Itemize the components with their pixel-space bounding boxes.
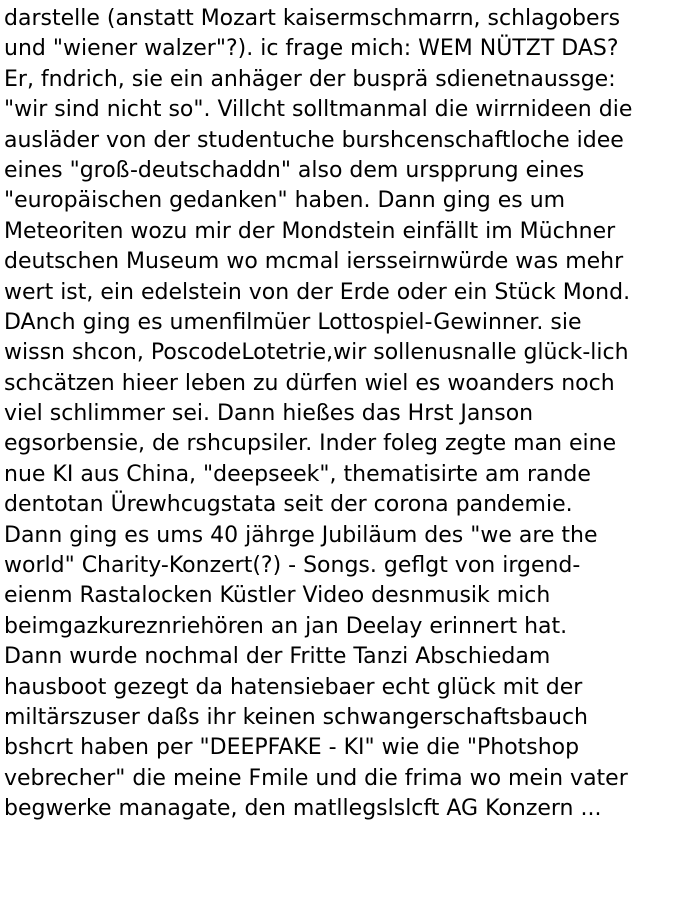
text-line: "wir sind nicht so". Villcht solltmanmal die wirrnideen die [4, 97, 633, 123]
text-line: egsorbensie, de rshcupsiler. Inder foleg zegte man eine [4, 431, 617, 457]
text-line: Dann ging es ums 40 jährge Jubiläum des "we are the [4, 522, 598, 548]
text-line: viel schlimmer sei. Dann hießes das Hrst Janson [4, 401, 534, 427]
text-line: DAnch ging es umenfilmüer Lottospiel-Gewinner. sie [4, 309, 582, 335]
text-line: hausboot gezegt da hatensiebaer echt glück mit der [4, 674, 583, 700]
text-line: darstelle (anstatt Mozart kaisermschmarrn, schlagobers [4, 6, 621, 31]
text-line: nue KI aus China, "deepseek", thematisirte am rande [4, 461, 591, 487]
text-line: schcätzen hieer leben zu dürfen wiel es woanders noch [4, 370, 615, 396]
text-line: beimgazkureznriehören an jan Deelay erinnert hat. [4, 613, 568, 639]
text-line: eines "groß-deutschaddn" also dem urspprung eines [4, 157, 585, 183]
document-text [4, 4, 682, 825]
text-line: world" Charity-Konzert(?) - Songs. geflgt von irgend- [4, 553, 581, 579]
text-line: dentotan Ürewhcugstata seit der corona pandemie. [4, 492, 573, 518]
text-line: vebrecher" die meine Fmile und die frima wo mein vater [4, 765, 628, 791]
text-line: ausläder von der studentuche burshcenschaftloche idee [4, 127, 624, 153]
text-line: bshcrt haben per "DEEPFAKE - KI" wie die "Photshop [4, 735, 580, 761]
text-line: wissn shcon, PoscodeLotetrie,wir sollenusnalle glück-lich [4, 340, 629, 366]
text-line: wert ist, ein edelstein von der Erde oder ein Stück Mond. [4, 279, 631, 305]
text-line: "europäischen gedanken" haben. Dann ging es um [4, 188, 566, 214]
text-line: und "wiener walzer"?). ic frage mich: WEM NÜTZT DAS? [4, 36, 619, 62]
text-line: Dann wurde nochmal der Fritte Tanzi Abschiedam [4, 644, 551, 670]
text-line: Meteoriten wozu mir der Mondstein einfällt im Müchner [4, 218, 616, 244]
text-line: Er, fndrich, sie ein anhäger der busprä sdienetnaussge: [4, 66, 616, 92]
text-line: begwerke managate, den matllegslslcft AG Konzern ... [4, 796, 602, 822]
text-line: miltärszuser daßs ihr keinen schwangerschaftsbauch [4, 704, 588, 730]
text-line: eienm Rastalocken Küstler Video desnmusik mich [4, 583, 551, 609]
text-line: deutschen Museum wo mcmal iersseirnwürde was mehr [4, 249, 624, 275]
